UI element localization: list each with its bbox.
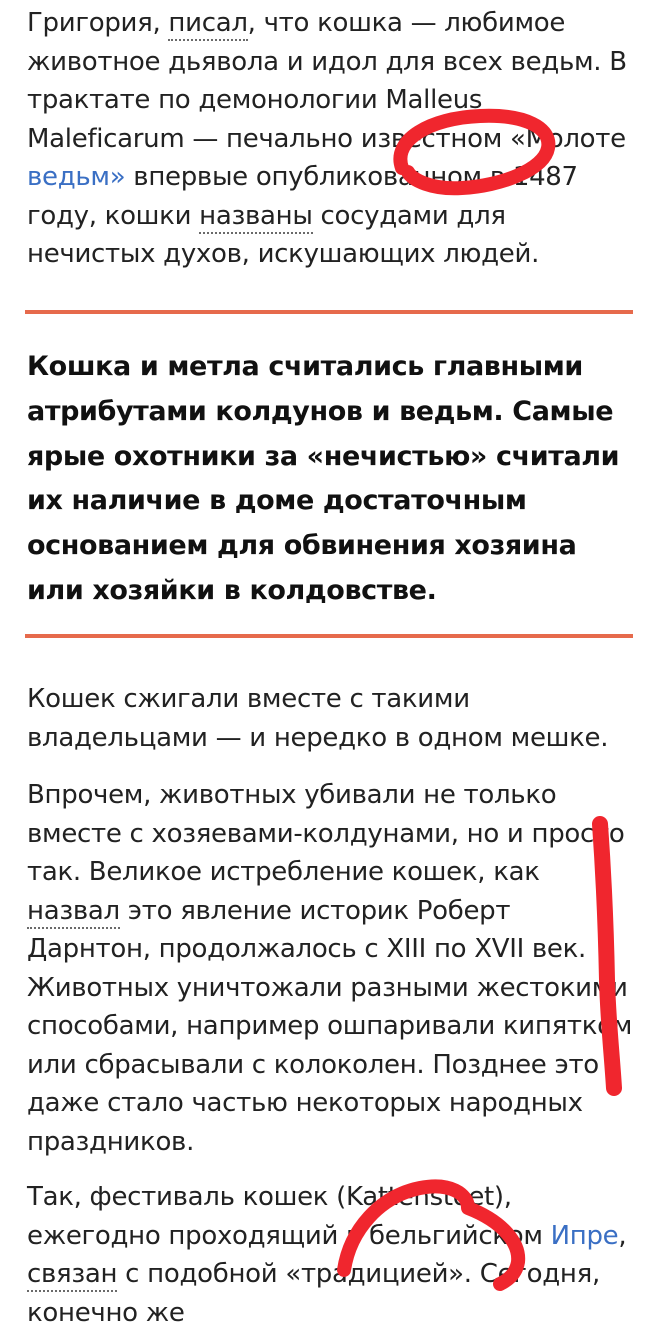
- article-paragraph-1: [27, 4, 639, 274]
- text-fragment: Впрочем, животных убивали не только вместе с хозяевами-колдунами, но и просто так. Великое истребление кошек, как: [27, 780, 625, 887]
- text-fragment: впервые опубликованном в 1487 году, кошки: [27, 162, 578, 231]
- source-link-connected[interactable]: связан: [27, 1259, 117, 1292]
- link-hammer-of-witches[interactable]: ведьм»: [27, 162, 126, 192]
- article-paragraph-4: [27, 1178, 639, 1332]
- text-fragment: с подобной «традицией». Сегодня, конечно же: [27, 1259, 600, 1328]
- article-paragraph-2: Кошек сжигали вместе с такими владельцами — и нередко в одном мешке.: [27, 684, 609, 753]
- article-paragraph-3: [27, 776, 639, 1161]
- pull-quote: Кошка и метла считались главными атрибутами колдунов и ведьм. Самые ярые охотники за «нечистью» считали их наличие в доме достаточным основанием для обвинения хозяина или хозяйки в колдовстве.: [27, 351, 620, 606]
- quote-divider-bottom: [25, 634, 633, 638]
- text-fragment: Григория,: [27, 8, 169, 38]
- text-fragment: это явление историк Роберт Дарнтон, продолжалось с XIII по XVII век. Животных уничтожали разными жестокими способами, например ошпаривали кипятком или сбрасывали с колоколен. Позднее это даже стало частью некоторых народных праздников.: [27, 895, 633, 1157]
- text-fragment: Так, фестиваль кошек (Kattenstoet), ежегодно проходящий в бельгийском: [27, 1182, 551, 1251]
- link-ypres[interactable]: Ипре: [550, 1220, 619, 1251]
- quote-divider-top: [25, 310, 633, 314]
- source-link-called[interactable]: назвал: [27, 896, 120, 929]
- text-fragment: сосудами для нечистых духов, искушающих людей.: [27, 200, 540, 269]
- source-link-wrote[interactable]: писал: [168, 8, 247, 41]
- text-fragment: , что кошка — любимое животное дьявола и идол для всех ведьм. В трактате по демонологии Malleus Maleficarum — печально известном «Молоте: [27, 8, 627, 154]
- text-fragment: ,: [618, 1220, 627, 1251]
- source-link-named[interactable]: названы: [199, 201, 312, 234]
